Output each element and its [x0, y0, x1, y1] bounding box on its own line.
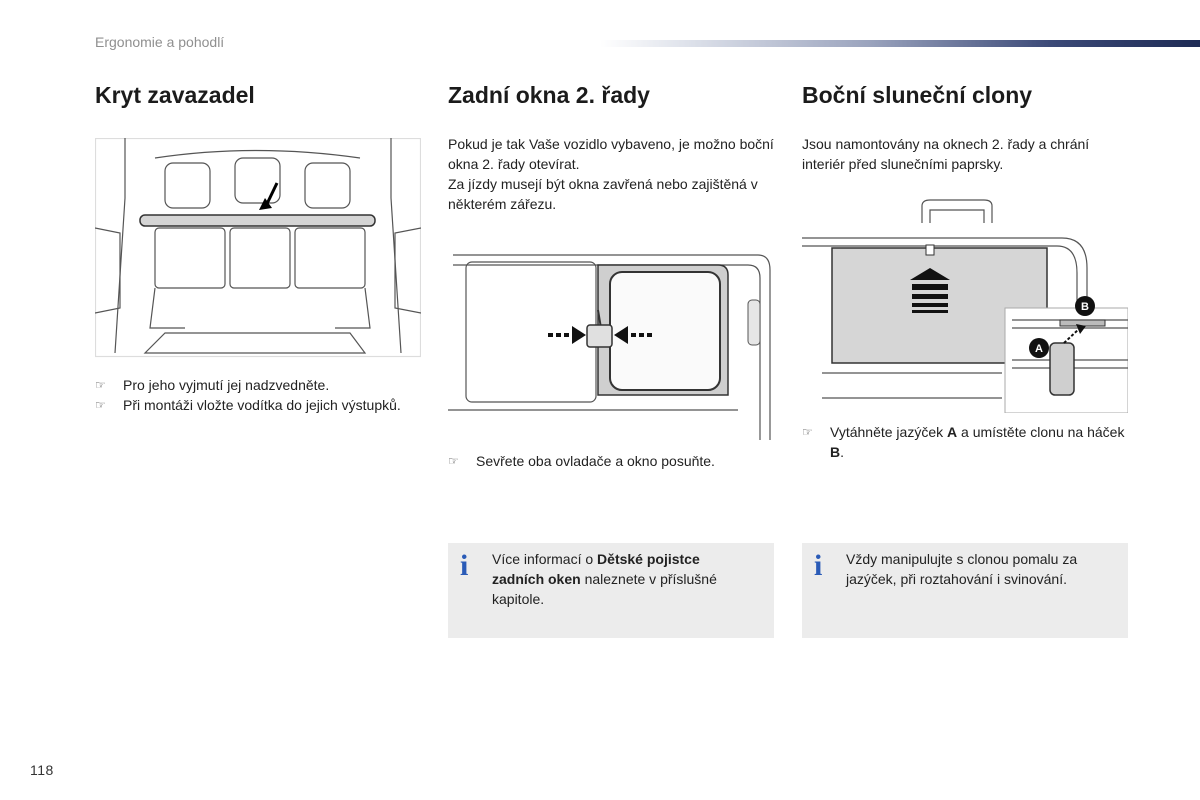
rear-windows-title: Zadní okna 2. řady: [448, 82, 650, 108]
page-number: 118: [30, 762, 54, 778]
info-icon: i: [814, 549, 823, 582]
sun-blind-illustration: [802, 198, 1128, 413]
info-text: Vždy manipulujte s clonou pomalu za jazýček, při roztahování i svinování.: [846, 551, 1078, 587]
rear-windows-warning: Za jízdy musejí být okna zavřená nebo zajištěná v některém zářezu.: [448, 176, 758, 212]
list-item: ☞ Pro jeho vyjmutí jej nadzvedněte.: [95, 377, 330, 393]
rear-window-illustration: [448, 240, 774, 445]
sun-blind-steps: [802, 422, 1132, 462]
luggage-cover-steps: [95, 375, 425, 415]
pointer-hand-icon: ☞: [448, 454, 459, 468]
list-item: ☞ Sevřete oba ovladače a okno posuňte.: [448, 453, 715, 469]
luggage-cover-title: Kryt zavazadel: [95, 82, 255, 108]
pointer-hand-icon: ☞: [95, 378, 106, 392]
sun-blinds-title: Boční sluneční clony: [802, 82, 1033, 108]
column-rear-windows: [448, 80, 778, 214]
callout-a: A: [1035, 343, 1043, 355]
list-item: ☞ Při montáži vložte vodítka do jejich výstupků.: [95, 397, 401, 413]
column-sun-blinds: [802, 80, 1132, 174]
info-box-sun-blind: [802, 543, 1128, 638]
column-luggage-cover: [95, 80, 425, 110]
info-icon: i: [460, 549, 469, 582]
rear-window-steps: [448, 451, 778, 471]
section-header: Ergonomie a pohodlí: [95, 34, 225, 50]
info-box-child-lock: [448, 543, 774, 638]
pointer-hand-icon: ☞: [95, 398, 106, 412]
header-bar: [600, 40, 1200, 47]
callout-b: B: [1081, 301, 1089, 313]
pointer-hand-icon: ☞: [802, 425, 813, 439]
info-text: Více informací o Dětské pojistce zadních oken naleznete v příslušné kapitole.: [492, 551, 717, 607]
list-item: ☞ Vytáhněte jazýček A a umístěte clonu na háček B.: [802, 424, 1125, 460]
sun-blinds-intro: Jsou namontovány na oknech 2. řady a chrání interiér před slunečními paprsky.: [802, 136, 1090, 172]
rear-windows-intro: Pokud je tak Vaše vozidlo vybaveno, je možno boční okna 2. řady otevírat.: [448, 136, 774, 172]
luggage-cover-illustration: [95, 138, 421, 358]
